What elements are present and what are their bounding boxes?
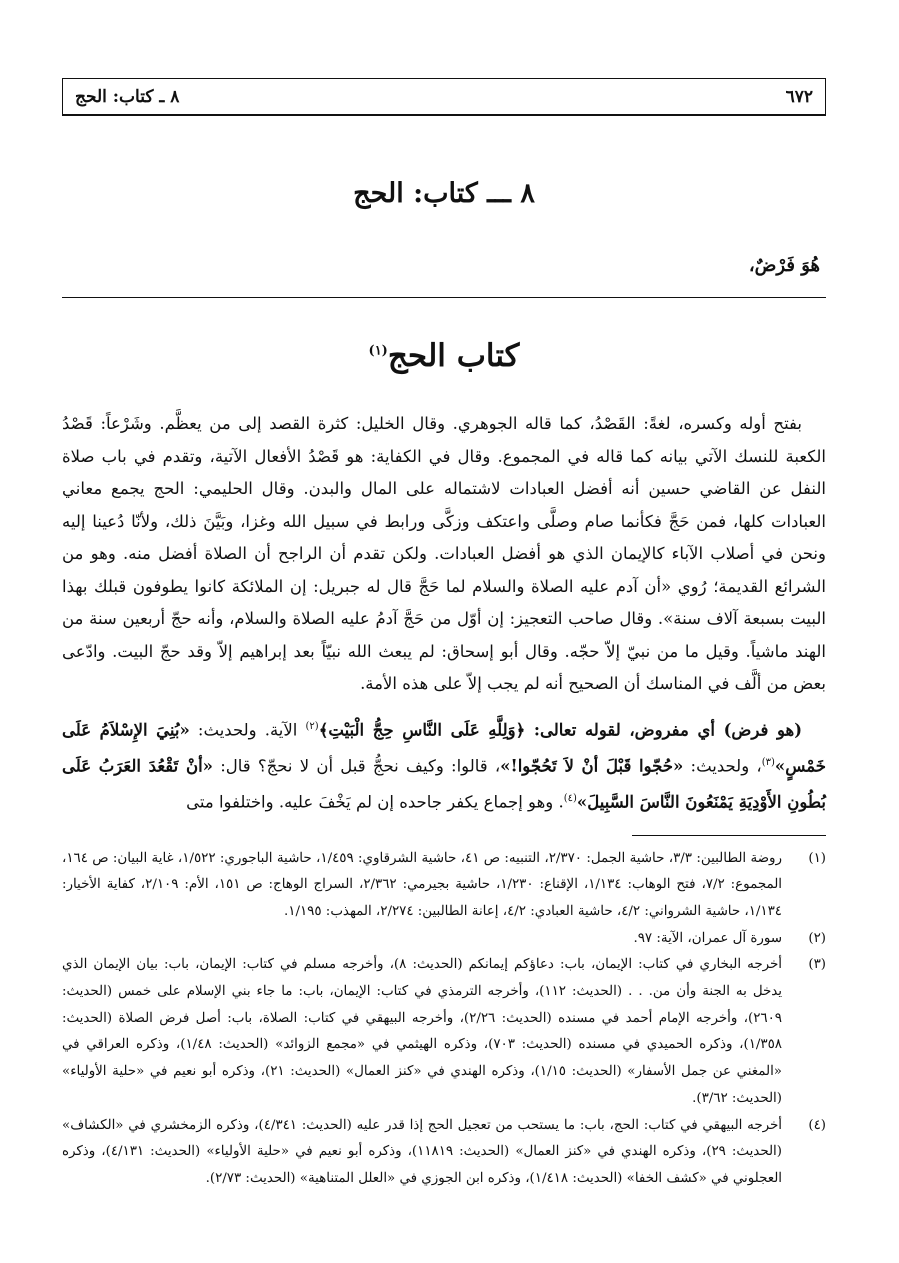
- book-title: كتاب الحج: [387, 338, 520, 374]
- footnote-number: (٤): [808, 1117, 826, 1133]
- footnote-text: أخرجه البيهقي في كتاب: الحج، باب: ما يستحب من تعجيل الحج إذا قدر عليه (الحديث: ٤/٣٤١)، وذكره الزمخشري في «الكشاف» (الحديث: ٢٩)، وذكره الهندي في «كنز العمال» (الحديث: ١١٨١٩)، وذكره أبو نعيم في «حلية الأولياء» (الحديث: ٤/١٣١)، وذكره العجلوني في «كشف الخفا» (الحديث: ١/٤١٨)، وذكره ابن الجوزي في «العلل المتناهية» (الحديث: ٢/٧٣).: [62, 1117, 783, 1186]
- footnote-ref-1: (١): [368, 343, 388, 359]
- footnote-number: (١): [808, 850, 826, 866]
- page: [62, 78, 826, 1193]
- footnote-number: (٢): [808, 930, 826, 946]
- footnote-ref-4: (٤): [563, 792, 577, 804]
- paragraph-2-part-2: الآية. ولحديث:: [189, 720, 306, 739]
- page-number: ٦٧٢: [785, 86, 813, 107]
- paragraph-2-part-3: ، ولحديث:: [683, 756, 762, 775]
- hadith-3: «أنْ تَقْعُدَ العَرَبُ عَلَى بُطُونِ الأَوْدِيَةِ يَمْنَعُونَ النَّاسَ السَّبِيلَ»: [62, 756, 826, 811]
- footnote-2: [62, 926, 826, 953]
- commentary-paragraph-2: [62, 711, 826, 819]
- footnote-text: روضة الطالبين: ٣/٣، حاشية الجمل: ٢/٣٧٠، التنبيه: ص ٤١، حاشية الشرقاوي: ١/٤٥٩، حاشية الباجوري: ١/٥٢٢، غاية البيان: ص ١٦٤، المجموع: ٧/٢، فتح الوهاب: ١/١٣٤، الإقناع: ١/٢٣٠، حاشية بجيرمي: ٢/٣٦٢، السراج الوهاج: ص ١٥١، الأم: ٢/١٠٩، كفاية الأخيار: ١/١٣٤، حاشية الشرواني: ٤/٢، حاشية العبادي: ٤/٢، إعانة الطالبين: ٢/٢٧٤، المهذب: ١/١٩٥.: [62, 850, 783, 919]
- footnote-1: [62, 846, 826, 926]
- paragraph-2-part-5: . وهو إجماع يكفر جاحده إن لم يَخْفَ عليه. واختلفوا متى: [186, 792, 564, 811]
- matn-divider: [62, 297, 826, 298]
- commentary-paragraph-1: [62, 408, 826, 701]
- book-title-heading: [62, 338, 826, 386]
- running-title: ٨ ـ كتاب: الحج: [75, 86, 180, 107]
- footnote-ref-3: (٣): [761, 756, 775, 768]
- paragraph-2-part-4: ، قالوا: وكيف نحجُّ قبل أن لا نحجّ؟ قال:: [212, 756, 501, 775]
- hadith-1: «بُنِيَ الإِسْلاَمُ عَلَى خَمْسٍ»: [62, 720, 826, 775]
- footnote-text: أخرجه البخاري في كتاب: الإيمان، باب: دعاؤكم إيمانكم (الحديث: ٨)، وأخرجه مسلم في كتاب: الإيمان، باب: بيان الإيمان الذي يدخل به الجنة وأن من. . . (الحديث: ١١٢)، وأخرجه الترمذي في كتاب: الإيمان، باب: ما جاء بني الإسلام على خمس (الحديث: ٢٦٠٩)، وأخرجه الإمام أحمد في مسنده (الحديث: ٢/٢٦)، وأخرجه البيهقي في كتاب: الصلاة، باب: أصل فرض الصلاة (الحديث: ١/٣٥٨)، وذكره الحميدي في مسنده (الحديث: ٧٠٣)، وذكره الهيثمي في «مجمع الزوائد» (الحديث: ١/٤٨)، وذكره العراقي في «المغني عن جمل الأسفار» (الحديث: ١/١٥)، وذكره الهندي في «كنز العمال» (الحديث: ٢١)، وذكره أبو نعيم في «حلية الأولياء» (الحديث: ٣/٦٢).: [62, 957, 783, 1106]
- footnotes: [62, 846, 826, 1193]
- matn-text: هُوَ فَرْضٌ،: [748, 255, 820, 276]
- quran-verse: ﴿وَلِلَّهِ عَلَى النَّاسِ حِجُّ الْبَيْتِ﴾: [318, 720, 526, 739]
- footnote-4: [62, 1113, 826, 1193]
- footnote-number: (٣): [808, 957, 826, 973]
- footnote-ref-2: (٢): [305, 720, 319, 732]
- footnote-3: [62, 952, 826, 1112]
- paragraph-1-text: بفتح أوله وكسره، لغةً: القَصْدُ، كما قاله الجوهري. وقال الخليل: كثرة القصد إلى من يعظَّم. وشَرْعاً: قَصْدُ الكعبة للنسك الآتي بيانه كما قاله في المجموع. وقال في الكفاية: هو قَصْدُ الأفعال الآتية، وتقدم في باب صلاة النفل عن القاضي حسين أنه أفضل العبادات لاشتماله على المال والبدن. وقال الحليمي: الحج يجمع معاني العبادات كلها، فمن حَجَّ فكأنما صام وصلَّى واعتكف وزكَّى ورابط في سبيل الله وغزا، وبَيَّنَ ذلك، ولأنّا دُعينا إليه ونحن في أصلاب الآباء كالإيمان الذي هو أفضل العبادات. ولكن تقدم أن الراجح أن الصلاة أفضل منه. وهو من الشرائع القديمة؛ رُوي «أن آدم عليه الصلاة والسلام لما حَجَّ قال له جبريل: إن الملائكة كانوا يطوفون قبلك بهذا البيت بسبعة آلاف سنة». وقال صاحب التعجيز: إن أوّل من حَجَّ آدمُ عليه الصلاة والسلام، وأنه حجّ أربعين سنة من الهند ماشياً. وقيل ما من نبيّ إلاّ حجّه. وقال أبو إسحاق: لم يبعث الله نبيّاً بعد إبراهيم إلاّ وقد حجّ البيت. وادّعى بعض من ألَّف في المناسك أن الصحيح أنه لم يجب إلاّ على هذه الأمة.: [62, 414, 826, 693]
- chapter-title: ٨ ـــ كتاب: الحج: [353, 178, 535, 209]
- footnote-text: سورة آل عمران، الآية: ٩٧.: [633, 930, 782, 946]
- paragraph-2-part-1: (هو فرض) أي مفروض، لقوله تعالى:: [525, 720, 802, 739]
- hadith-2: «حُجّوا قَبْلَ أنْ لاَ تَحُجّوا!»: [500, 756, 684, 775]
- footnote-divider: [632, 835, 826, 836]
- page-header: [62, 78, 826, 116]
